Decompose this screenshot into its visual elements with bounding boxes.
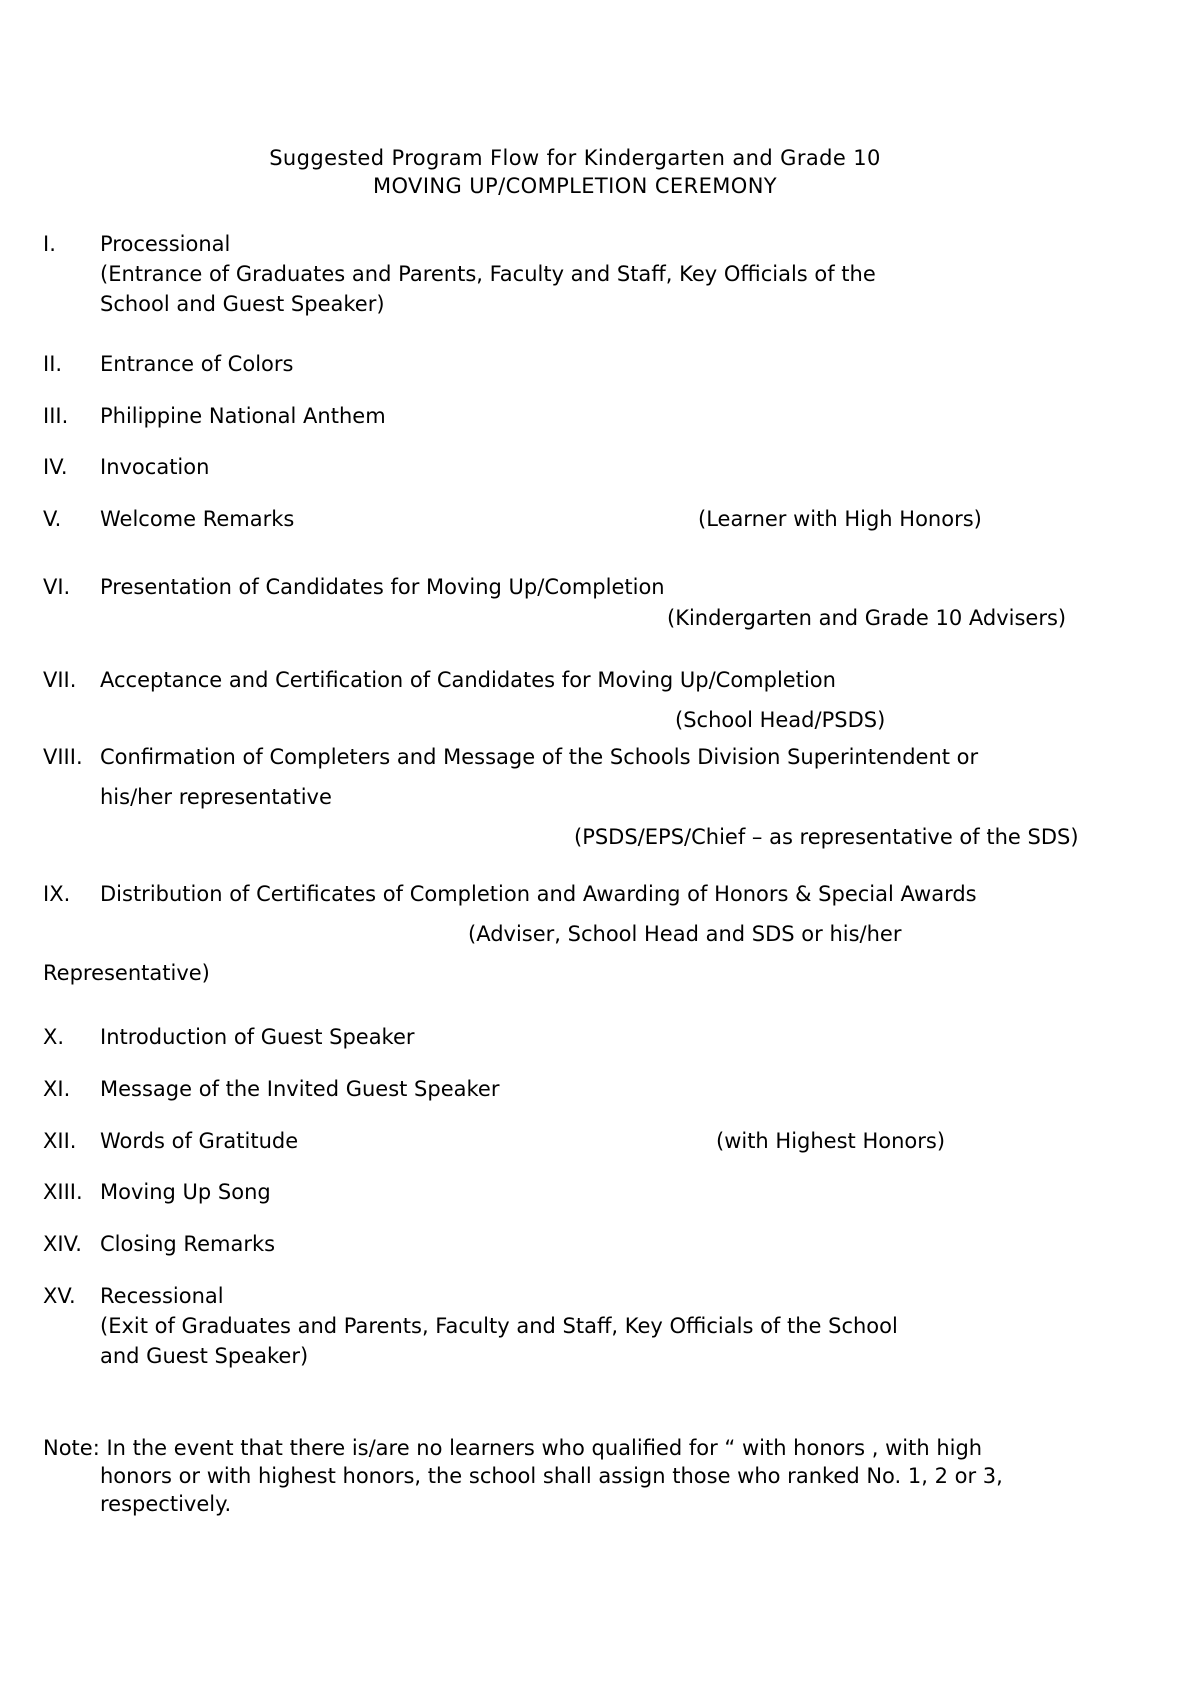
item-number: XV. bbox=[43, 1284, 76, 1308]
item-number: XIV. bbox=[43, 1232, 82, 1256]
item-number: III. bbox=[43, 404, 69, 428]
item-label: Introduction of Guest Speaker bbox=[100, 1025, 415, 1049]
item-number: XI. bbox=[43, 1077, 71, 1101]
item-label: Philippine National Anthem bbox=[100, 404, 386, 428]
item-number: VIII. bbox=[43, 745, 83, 769]
item-label: Entrance of Colors bbox=[100, 352, 294, 376]
item-description: School and Guest Speaker) bbox=[100, 292, 385, 316]
item-label: Message of the Invited Guest Speaker bbox=[100, 1077, 500, 1101]
item-label: Recessional bbox=[100, 1284, 224, 1308]
item-number: VI. bbox=[43, 575, 71, 599]
item-label: Processional bbox=[100, 232, 231, 256]
item-responsible: (School Head/PSDS) bbox=[675, 708, 886, 732]
item-label: Invocation bbox=[100, 455, 210, 479]
item-label: Presentation of Candidates for Moving Up/Completion bbox=[100, 575, 665, 599]
item-number: X. bbox=[43, 1025, 65, 1049]
item-label: Closing Remarks bbox=[100, 1232, 276, 1256]
item-description: and Guest Speaker) bbox=[100, 1344, 309, 1368]
note-text: honors or with highest honors, the school shall assign those who ranked No. 1, 2 or 3, bbox=[100, 1464, 1003, 1488]
item-responsible: (with Highest Honors) bbox=[716, 1129, 946, 1153]
item-number: V. bbox=[43, 507, 62, 531]
item-responsible: (Learner with High Honors) bbox=[698, 507, 982, 531]
item-number: IX. bbox=[43, 882, 71, 906]
document-subtitle: MOVING UP/COMPLETION CEREMONY bbox=[372, 174, 778, 198]
item-label: Distribution of Certificates of Completion and Awarding of Honors & Special Awards bbox=[100, 882, 977, 906]
item-label: Acceptance and Certification of Candidates for Moving Up/Completion bbox=[100, 668, 836, 692]
item-number: XII. bbox=[43, 1129, 77, 1153]
item-responsible: (Kindergarten and Grade 10 Advisers) bbox=[667, 606, 1067, 630]
item-number: IV. bbox=[43, 455, 68, 479]
item-label: Moving Up Song bbox=[100, 1180, 271, 1204]
item-description: (Entrance of Graduates and Parents, Faculty and Staff, Key Officials of the bbox=[100, 262, 876, 286]
item-number: XIII. bbox=[43, 1180, 83, 1204]
item-label: Confirmation of Completers and Message of the Schools Division Superintendent or bbox=[100, 745, 979, 769]
item-number: VII. bbox=[43, 668, 77, 692]
item-label: Welcome Remarks bbox=[100, 507, 295, 531]
item-label: Words of Gratitude bbox=[100, 1129, 299, 1153]
item-responsible: (Adviser, School Head and SDS or his/her bbox=[468, 922, 902, 946]
note-text: respectively. bbox=[100, 1492, 232, 1516]
item-responsible: (PSDS/EPS/Chief – as representative of the SDS) bbox=[574, 825, 1079, 849]
document-title: Suggested Program Flow for Kindergarten and Grade 10 bbox=[269, 146, 881, 170]
item-responsible-continued: Representative) bbox=[43, 961, 210, 985]
item-number: II. bbox=[43, 352, 63, 376]
item-label-continued: his/her representative bbox=[100, 785, 332, 809]
item-description: (Exit of Graduates and Parents, Faculty and Staff, Key Officials of the School bbox=[100, 1314, 898, 1338]
item-number: I. bbox=[43, 232, 56, 256]
note-text: Note: In the event that there is/are no learners who qualified for “ with honors , with high bbox=[43, 1436, 983, 1460]
